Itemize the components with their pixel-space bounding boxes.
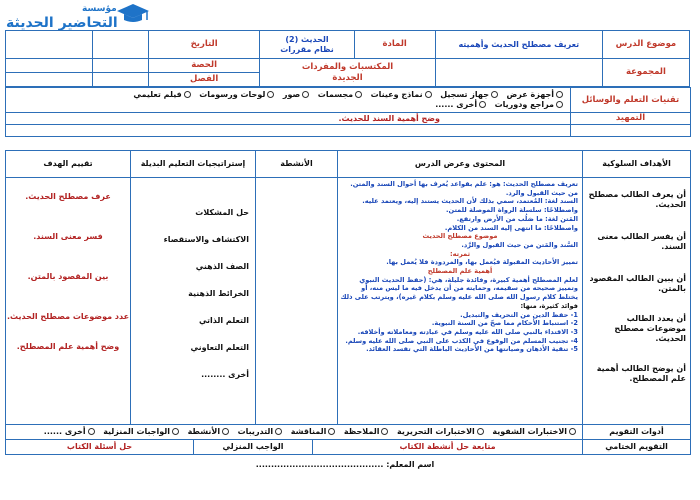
assess-option-written[interactable]: الاختبارات التحريرية [397,427,484,436]
assess-option-observation[interactable]: الملاحظة [344,427,389,436]
class-empty [6,73,93,87]
assess-option-exercises[interactable]: التدريبات [238,427,283,436]
objectives-cell [583,178,691,425]
objective-item: أن يعرف الطالب مصطلح الحديث. [588,190,686,209]
content-line: تعريف مصطلح الحديث: هو: علم بقواعد يُعرف بها أحوال السند والمتن. [350,180,578,188]
tools-options [6,88,571,113]
strategy-item: أخرى ........ [201,370,249,379]
assessment-options [6,425,583,440]
logo-title: التحاضير الحديثة [6,15,118,31]
subject-label: المادة [354,31,435,59]
date-label: التاريخ [148,31,259,59]
content-line: تمييز الأحاديث المقبولة فيُعمل بها، والمردودة فلا يُعمل بها. [386,258,578,267]
class-value [93,73,149,87]
assess-option-activities[interactable]: الأنشطة [188,427,230,436]
content-line: موضوع مصطلح الحديث [422,232,498,241]
activities-cell [256,178,338,425]
assess-option-discussion[interactable]: المناقشة [291,427,336,436]
objective-item: أن يبين الطالب المقصود بالمتن. [589,274,686,293]
homework-value: حل أسئلة الكتاب [6,440,194,455]
col-objectives: الأهداف السلوكية [583,151,691,178]
content-line: السند لغة: المُعتمد، سمي بذلك لأن الحديث يستند إليه، ويعتمد عليه. [362,197,578,206]
content-line: 1- حفظ الدين من التحريف والتبديل. [460,310,578,319]
intro-label: التمهيد [571,113,691,125]
content-cell [338,178,583,425]
intro-value: وضح أهمية السند للحديث. [6,113,571,125]
period-label: الحصة [148,59,259,73]
objective-item: أن يفسر الطالب معنى السند. [597,232,686,251]
homework-label: الواجب المنزلي [194,440,313,455]
tools-label: تقنيات التعلم والوسائل [571,88,691,113]
strategy-item: التعلم الذاتي [198,316,249,325]
tools-table [5,87,691,137]
content-line: وتمييز صحيحه من سقيمه، وحمايته من أن يدخل فيه ما ليس منه، أو [361,284,578,293]
col-activities: الأنشطة [256,151,338,178]
tool-option-projectors[interactable]: أجهزة عرض [507,90,563,99]
class-label: الفصل [148,73,259,87]
spacer-cell-left [6,125,571,137]
content-line: فوائد كثيرة، منها: [520,301,578,310]
group-label: المجموعة [602,59,689,87]
group-value [435,59,602,87]
assess-option-homework[interactable]: الواجبات المنزلية [103,427,179,436]
content-line: 5- تنقية الأذهان وصيانتها من الأحاديث الباطلة التي تفسد العقائد. [366,345,578,354]
period-value [93,59,149,73]
lesson-table [5,150,691,425]
col-content: المحتوى وعرض الدرس [338,151,583,178]
content-line: 3- الاقتداء بالنبي صلى الله عليه وسلم في عبادته ومعاملاته وأخلاقه. [357,327,578,336]
tool-option-recorder[interactable]: جهاز تسجيل [440,90,498,99]
tool-option-pictures[interactable]: صور [283,90,309,99]
content-line: 4- تجنيب المسلم من الوقوع في الكذب على النبي صلى الله عليه وسلم. [345,336,578,345]
assess-option-oral[interactable]: الاختبارات الشفوية [492,427,576,436]
col-strategies: إستراتيجيات التعليم البديلة [131,151,256,178]
strategy-item: التعلم التعاوني [190,343,249,352]
content-line: المَتن لغة: ما صَلُب من الأرض وارتفع. [456,214,578,223]
topic-label: موضوع الدرس [602,31,689,59]
tool-option-boards[interactable]: لوحات ورسومات [199,90,274,99]
header-empty-cell [6,31,93,59]
assessment-label: أدوات التقويم [583,425,691,440]
teacher-name: اسم المعلم: .......................................... [255,460,435,469]
objective-item: أن يوضح الطالب أهمية علم المصطلح. [596,364,686,383]
assessment-table [5,424,691,455]
logo [4,2,154,32]
strategy-item: الخرائط الذهنية [188,289,249,298]
logo-small-text: مؤسسة [82,4,117,14]
final-label: التقويم الختامي [583,440,691,455]
evaluation-cell [6,178,131,425]
tool-option-references[interactable]: مراجع ودوريات [495,100,563,109]
final-value: متابعة حل أنشطة الكتاب [313,440,583,455]
content-line: ثمرته: [449,249,471,258]
content-line: من حيث القبول والرد. [505,188,578,197]
col-evaluation: تقييم الهدف [6,151,131,178]
content-line: السَّند والمَتن من حيث القبول والرَّد. [461,240,578,249]
strategy-item: حل المشكلات [195,208,249,217]
spacer-cell-right [571,125,691,137]
tool-option-3d-models[interactable]: مجسمات [318,90,362,99]
tool-option-film[interactable]: فيلم تعليمي [133,90,190,99]
assess-option-other[interactable]: أخرى ...... [44,427,95,436]
tool-option-models[interactable]: نماذج وعينات [371,90,432,99]
header-table [5,30,690,87]
content-line: يختلط كلام رسول الله صلى الله عليه وسلم بكلام غيره)، ويترتب على ذلك [340,293,578,302]
period-empty [6,59,93,73]
acquired-label: المكتسبات والمفردات الجديدة [260,59,435,87]
date-value [93,31,149,59]
topic-value: تعريف مصطلح الحديث وأهميته [435,31,602,59]
objective-item: أن يعدد الطالب موضوعات مصطلح الحديث. [614,314,686,343]
evaluation-item: بين المقصود بالمتن. [27,272,109,281]
evaluation-item: عدد موضوعات مصطلح الحديث. [6,312,130,321]
content-line: 2- استنباط الأحكام مما صحّ من السنة النبوية. [431,319,578,328]
strategies-cell [131,178,256,425]
content-line: أهمية علم المصطلح [427,267,493,276]
evaluation-item: فسر معنى السند. [33,232,103,241]
content-line: واصطلاحًا: ما انتهى إليه السند من الكلام. [444,223,578,232]
evaluation-item: عرف مصطلح الحديث. [25,192,111,201]
content-line: لعلم المصطلح أهمية كبيرة، وفائدة جليلة، هي: (حفظ الحديث النبوي [359,275,578,284]
content-line: واصطلاحًا: سلسلة الرواة الموصلة للمتن. [446,206,578,215]
subject-value: الحديث (2) نظام مقررات [260,31,354,59]
tool-option-other[interactable]: أخرى ...... [435,100,486,109]
evaluation-item: وضح أهمية علم المصطلح. [16,342,120,351]
strategy-item: الصف الذهني [195,262,249,271]
graduation-cap-icon [116,2,150,24]
strategy-item: الاكتشاف والاستقصاء [163,235,249,244]
